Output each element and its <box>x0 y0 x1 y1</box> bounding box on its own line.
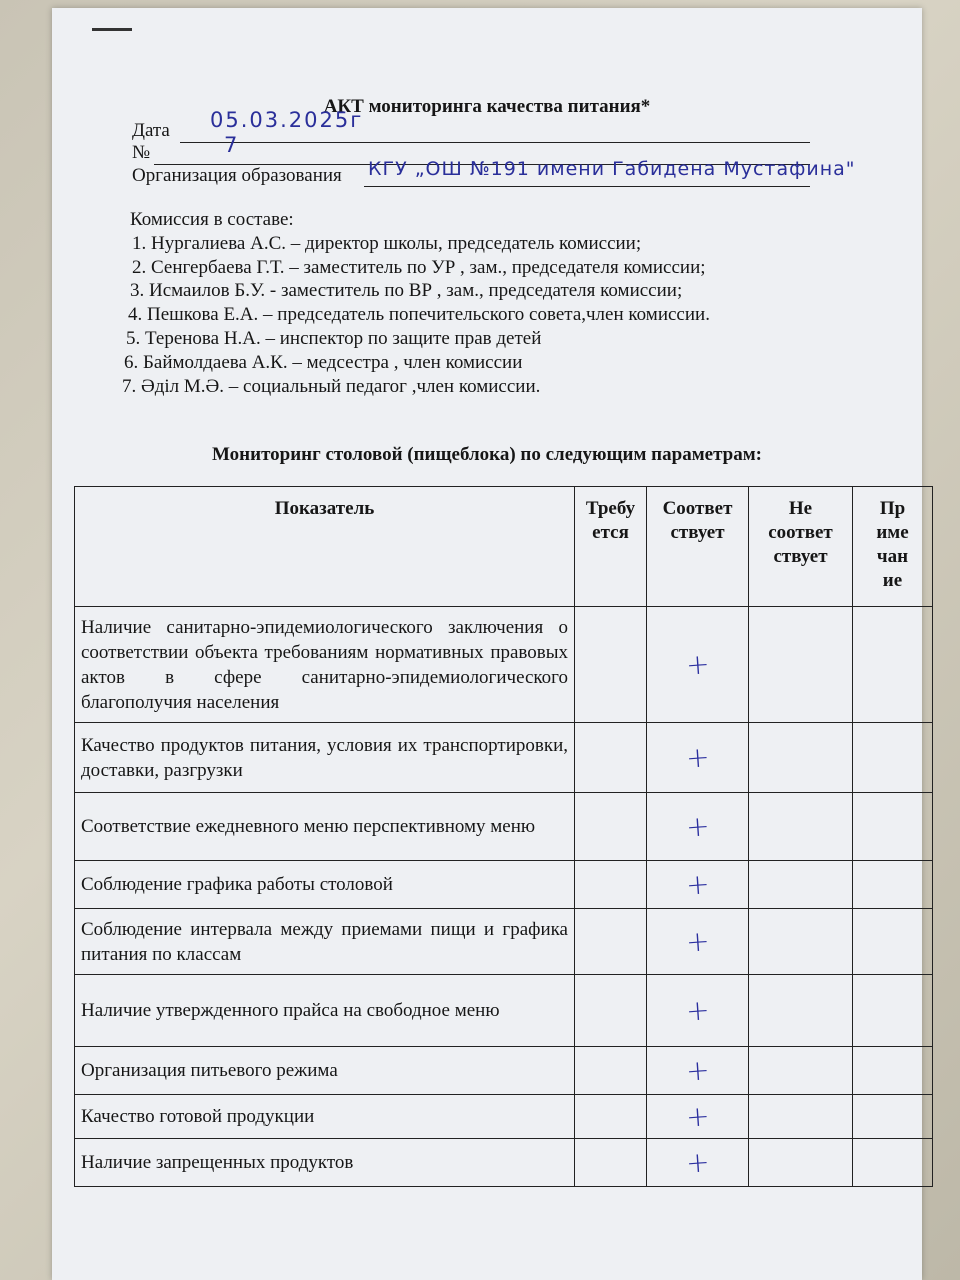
compliant-cell <box>647 607 749 723</box>
handwritten-check-mark: + <box>684 1099 711 1134</box>
column-header-label: Пр име чан ие <box>876 498 909 591</box>
note-cell <box>853 793 933 861</box>
noncompliant-cell <box>749 909 853 975</box>
table-row <box>75 793 933 861</box>
parameter-cell <box>75 723 575 793</box>
commission-member: 7. Әділ М.Ә. – социальный педагог ,член комиссии. <box>122 375 541 397</box>
date-label: Дата <box>132 120 170 141</box>
column-header-label: Соответ ствует <box>662 498 733 543</box>
parameter-text: Соблюдение графика работы столовой <box>81 874 393 895</box>
parameter-cell <box>75 1047 575 1095</box>
noncompliant-cell <box>749 607 853 723</box>
noncompliant-cell <box>749 861 853 909</box>
table-row <box>75 861 933 909</box>
monitoring-heading: Мониторинг столовой (пищеблока) по следующим параметрам: <box>212 444 762 465</box>
note-cell <box>853 1095 933 1139</box>
commission-member: 6. Баймолдаева А.К. – медсестра , член комиссии <box>124 351 523 373</box>
compliant-cell <box>647 1095 749 1139</box>
commission-member: 1. Нургалиева А.С. – директор школы, председатель комиссии; <box>132 232 642 254</box>
compliant-cell <box>647 793 749 861</box>
table-row <box>75 909 933 975</box>
commission-member: 5. Теренова Н.А. – инспектор по защите прав детей <box>126 327 542 349</box>
table-row <box>75 1047 933 1095</box>
noncompliant-cell <box>749 1047 853 1095</box>
column-header-note <box>853 487 933 607</box>
table-row <box>75 975 933 1047</box>
parameter-text: Качество готовой продукции <box>81 1106 315 1127</box>
monitoring-table <box>74 486 933 1187</box>
parameter-text: Наличие санитарно-эпидемиологического заключения о соответствии объекта требованиям нормативных правовых актов в сфере санитарно-эпидемиологического благополучия населения <box>81 616 568 713</box>
parameter-cell <box>75 793 575 861</box>
handwritten-check-mark: + <box>684 867 711 902</box>
required-cell <box>575 1095 647 1139</box>
compliant-cell <box>647 909 749 975</box>
handwritten-check-mark: + <box>684 809 711 844</box>
table-row <box>75 723 933 793</box>
number-value: 7 <box>224 133 240 157</box>
commission-heading: Комиссия в составе: <box>130 209 294 230</box>
note-cell <box>853 1047 933 1095</box>
parameter-text: Наличие запрещенных продуктов <box>81 1152 354 1173</box>
document-page <box>52 8 922 1280</box>
top-dash-mark <box>92 28 132 31</box>
noncompliant-cell <box>749 793 853 861</box>
column-header-required <box>575 487 647 607</box>
noncompliant-cell <box>749 1095 853 1139</box>
table-row <box>75 607 933 723</box>
compliant-cell <box>647 723 749 793</box>
required-cell <box>575 1139 647 1187</box>
number-label: № <box>132 142 151 163</box>
noncompliant-cell <box>749 1139 853 1187</box>
note-cell <box>853 723 933 793</box>
required-cell <box>575 1047 647 1095</box>
table-row <box>75 1095 933 1139</box>
date-value: 05.03.2025г <box>210 108 364 132</box>
handwritten-check-mark: + <box>684 647 711 682</box>
note-cell <box>853 909 933 975</box>
parameter-text: Наличие утвержденного прайса на свободное меню <box>81 1000 500 1021</box>
organization-label: Организация образования <box>132 165 342 186</box>
column-header-label: Требу ется <box>585 498 636 543</box>
handwritten-check-mark: + <box>684 1053 711 1088</box>
compliant-cell <box>647 1047 749 1095</box>
parameter-cell <box>75 1139 575 1187</box>
note-cell <box>853 975 933 1047</box>
handwritten-check-mark: + <box>684 993 711 1028</box>
required-cell <box>575 861 647 909</box>
column-header-compliant <box>647 487 749 607</box>
required-cell <box>575 975 647 1047</box>
column-header-noncompliant <box>749 487 853 607</box>
table-row <box>75 1139 933 1187</box>
parameter-cell <box>75 909 575 975</box>
required-cell <box>575 607 647 723</box>
commission-member: 2. Сенгербаева Г.Т. – заместитель по УР , зам., председателя комиссии; <box>132 256 706 278</box>
column-header-label: Не соответ ствует <box>768 498 833 567</box>
table-header-row <box>75 487 933 607</box>
note-cell <box>853 861 933 909</box>
compliant-cell <box>647 1139 749 1187</box>
column-header-label: Показатель <box>274 498 375 519</box>
handwritten-check-mark: + <box>684 1145 711 1180</box>
parameter-text: Качество продуктов питания, условия их транспортировки, доставки, разгрузки <box>81 734 568 781</box>
required-cell <box>575 909 647 975</box>
column-header-parameter <box>75 487 575 607</box>
note-cell <box>853 607 933 723</box>
document-title: АКТ мониторинга качества питания* <box>323 96 651 117</box>
parameter-cell <box>75 607 575 723</box>
note-cell <box>853 1139 933 1187</box>
parameter-text: Соответствие ежедневного меню перспективному меню <box>81 816 536 837</box>
parameter-cell <box>75 1095 575 1139</box>
parameter-cell <box>75 861 575 909</box>
noncompliant-cell <box>749 975 853 1047</box>
handwritten-check-mark: + <box>684 924 711 959</box>
required-cell <box>575 793 647 861</box>
required-cell <box>575 723 647 793</box>
parameter-text: Соблюдение интервала между приемами пищи и графика питания по классам <box>81 918 568 965</box>
parameter-text: Организация питьевого режима <box>81 1060 338 1081</box>
organization-value: КГУ „ОШ №191 имени Габидена Мустафина" <box>368 158 856 180</box>
commission-block <box>122 208 710 398</box>
commission-member: 4. Пешкова Е.А. – председатель попечительского совета,член комиссии. <box>128 304 710 326</box>
noncompliant-cell <box>749 723 853 793</box>
handwritten-check-mark: + <box>684 740 711 775</box>
parameter-cell <box>75 975 575 1047</box>
commission-member: 3. Исмаилов Б.У. - заместитель по ВР , зам., председателя комиссии; <box>130 280 683 302</box>
compliant-cell <box>647 975 749 1047</box>
compliant-cell <box>647 861 749 909</box>
